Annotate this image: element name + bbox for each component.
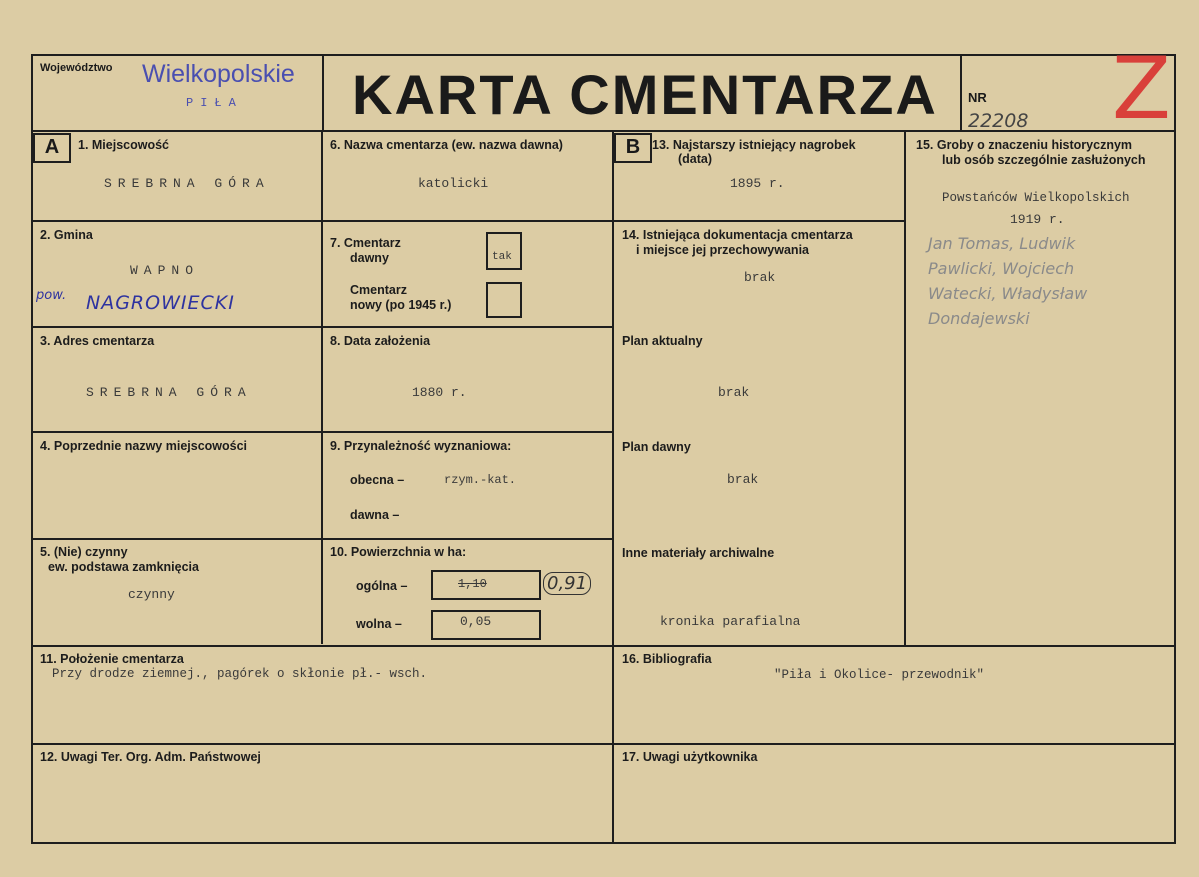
field-10-wolna-label: wolna –: [356, 617, 402, 631]
field-13-value: 1895 r.: [730, 176, 785, 191]
section-a-marker: A: [33, 133, 71, 163]
inne-materialy-label: Inne materiały archiwalne: [622, 546, 775, 560]
row-line-5: [31, 645, 1176, 647]
wojewodztwo-value: Wielkopolskie: [142, 60, 295, 88]
plan-dawny-label: Plan dawny: [622, 440, 691, 454]
row-line-2: [31, 326, 614, 328]
field-7-nowy-box: [486, 282, 522, 318]
field-14-label-line1: 14. Istniejąca dokumentacja cmentarza: [622, 228, 853, 242]
field-15-label-line1: 15. Groby o znaczeniu historycznym: [916, 138, 1133, 152]
field-15-hand-line3: Watecki, Władysław: [928, 284, 1088, 303]
field-3-value: SREBRNA GÓRA: [86, 385, 252, 400]
field-10-wolna-value: 0,05: [460, 614, 492, 629]
row-line-col3: [612, 220, 906, 222]
col-line-1: [321, 130, 323, 644]
section-b-marker: B: [614, 133, 652, 163]
field-9-obecna-label: obecna –: [350, 473, 405, 487]
field-15-hand-line4: Dondajewski: [928, 309, 1030, 328]
field-10-ogolna-value: 1,10: [458, 577, 487, 591]
field-4-label: 4. Poprzednie nazwy miejscowości: [40, 439, 248, 453]
field-5-label-line2: ew. podstawa zamknięcia: [48, 560, 199, 574]
field-1-label: 1. Miejscowość: [78, 138, 170, 152]
field-9-dawna-label: dawna –: [350, 508, 400, 522]
field-15-label-line2: lub osób szczególnie zasłużonych: [942, 153, 1146, 167]
field-6-value: katolicki: [418, 176, 489, 191]
field-7-label-dawny-2: dawny: [350, 251, 389, 265]
field-6-label: 6. Nazwa cmentarza (ew. nazwa dawna): [330, 138, 563, 152]
field-12-label: 12. Uwagi Ter. Org. Adm. Państwowej: [40, 750, 261, 764]
inne-materialy-value: kronika parafialna: [660, 614, 801, 629]
row-line-1: [31, 220, 614, 222]
row-line-6: [31, 743, 1176, 745]
field-5-label-line1: 5. (Nie) czynny: [40, 545, 128, 559]
field-7-label-nowy-1: Cmentarz: [350, 283, 407, 297]
frame-right: [1174, 54, 1176, 844]
frame-left: [31, 54, 33, 844]
field-14-label-line2: i miejsce jej przechowywania: [636, 243, 809, 257]
field-5-value: czynny: [128, 587, 175, 602]
field-14-value: brak: [744, 270, 776, 285]
col-line-2: [612, 130, 614, 844]
col-line-3: [904, 130, 906, 646]
field-8-value: 1880 r.: [412, 385, 467, 400]
field-10-ogolna-correction: 0,91: [543, 572, 591, 595]
field-7-label-nowy-2: nowy (po 1945 r.): [350, 298, 452, 312]
field-15-typed-line2: 1919 r.: [1010, 212, 1065, 227]
row-line-3: [31, 431, 614, 433]
field-15-hand-line2: Pawlicki, Wojciech: [928, 259, 1075, 278]
field-1-value: SREBRNA GÓRA: [104, 176, 270, 191]
field-2-label: 2. Gmina: [40, 228, 93, 242]
nr-label: NR: [968, 90, 987, 105]
row-line-4: [31, 538, 614, 540]
field-13-label-line1: 13. Najstarszy istniejący nagrobek: [652, 138, 856, 152]
frame-top: [31, 54, 1176, 56]
field-2-pow-prefix: pow.: [36, 288, 67, 303]
field-11-label: 11. Położenie cmentarza: [40, 652, 184, 666]
field-9-label: 9. Przynależność wyznaniowa:: [330, 439, 512, 453]
field-15-typed-line1: Powstańców Wielkopolskich: [942, 191, 1130, 205]
field-7-label-dawny-1: 7. Cmentarz: [330, 236, 401, 250]
field-15-hand-line1: Jan Tomas, Ludwik: [928, 234, 1076, 253]
field-16-value: "Piła i Okolice- przewodnik": [774, 668, 985, 682]
nr-value: 22208: [968, 110, 1029, 132]
field-9-obecna-value: rzym.-kat.: [444, 473, 517, 487]
plan-dawny-value: brak: [727, 472, 759, 487]
header-divider-2: [960, 54, 962, 132]
header-divider-1: [322, 54, 324, 132]
field-2-value: WAPNO: [130, 263, 200, 278]
field-16-label: 16. Bibliografia: [622, 652, 712, 666]
field-17-label: 17. Uwagi użytkownika: [622, 750, 758, 764]
plan-aktualny-value: brak: [718, 385, 750, 400]
plan-aktualny-label: Plan aktualny: [622, 334, 703, 348]
card-title: KARTA CMENTARZA: [352, 63, 938, 126]
field-7-dawny-value: tak: [492, 251, 512, 263]
field-2-pow-value: NAGROWIECKI: [86, 292, 235, 314]
wojewodztwo-label: Województwo: [40, 62, 113, 74]
category-mark: Z: [1112, 39, 1171, 139]
field-10-label: 10. Powierzchnia w ha:: [330, 545, 467, 559]
field-13-label-line2: (data): [678, 152, 713, 166]
field-10-ogolna-label: ogólna –: [356, 579, 408, 593]
frame-bottom: [31, 842, 1176, 844]
district-value: PIŁA: [186, 96, 243, 110]
field-3-label: 3. Adres cmentarza: [40, 334, 155, 348]
field-8-label: 8. Data założenia: [330, 334, 431, 348]
field-11-value: Przy drodze ziemnej., pagórek o skłonie pł.- wsch.: [52, 667, 428, 681]
